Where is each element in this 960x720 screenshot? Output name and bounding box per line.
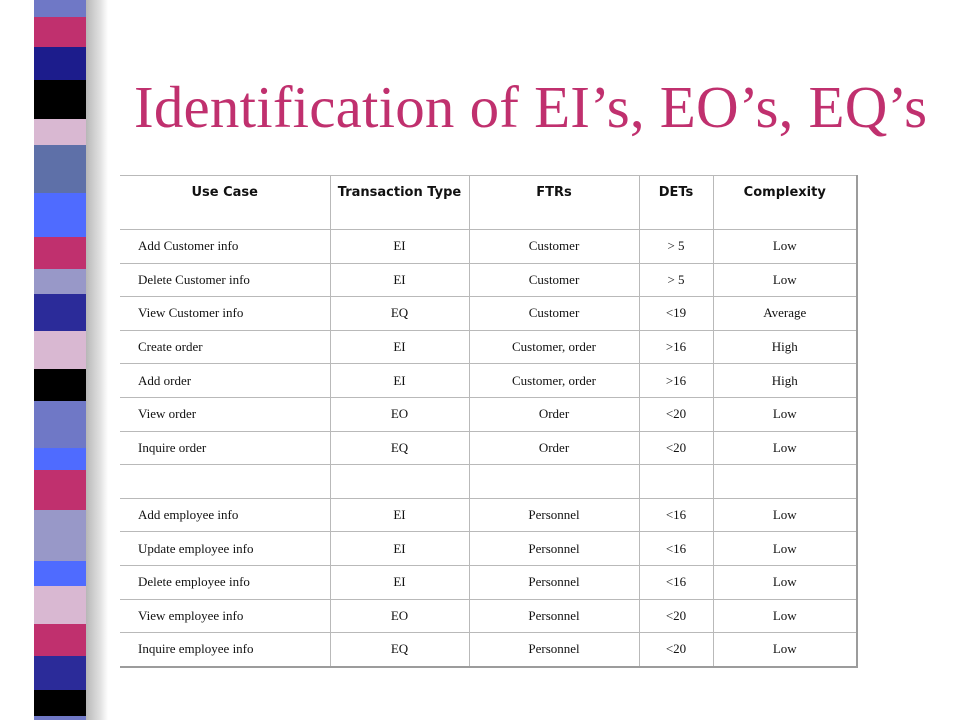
stripe-block xyxy=(34,294,86,331)
transaction-type-cell: EI xyxy=(330,498,469,532)
stripe-block xyxy=(34,193,86,237)
dets-cell: <20 xyxy=(639,633,713,667)
table-row xyxy=(120,330,857,364)
stripe-block xyxy=(34,237,86,269)
transaction-type-cell: EO xyxy=(330,599,469,633)
dets-cell xyxy=(639,465,713,499)
ftrs-cell xyxy=(469,465,639,499)
stripe-block xyxy=(34,331,86,369)
stripe-block xyxy=(34,561,86,586)
stripe-block xyxy=(34,0,86,17)
table-row xyxy=(120,599,857,633)
ftrs-cell: Customer, order xyxy=(469,330,639,364)
use-case-cell: View Customer info xyxy=(120,297,330,331)
slide-title: Identification of EI’s, EO’s, EQ’s xyxy=(134,74,928,140)
complexity-cell: Low xyxy=(713,263,857,297)
table-row xyxy=(120,297,857,331)
use-case-cell: Update employee info xyxy=(120,532,330,566)
dets-cell: <20 xyxy=(639,431,713,465)
dets-cell: <19 xyxy=(639,297,713,331)
stripe-block xyxy=(34,470,86,510)
ftrs-cell: Customer xyxy=(469,297,639,331)
table-row xyxy=(120,364,857,398)
transaction-type-cell: EI xyxy=(330,565,469,599)
stripe-block xyxy=(34,119,86,145)
transaction-type-cell: EI xyxy=(330,230,469,264)
use-case-cell: Add Customer info xyxy=(120,230,330,264)
complexity-cell: Low xyxy=(713,230,857,264)
table-row xyxy=(120,263,857,297)
transaction-type-cell: EO xyxy=(330,397,469,431)
ftrs-cell: Personnel xyxy=(469,599,639,633)
transaction-table xyxy=(120,175,858,668)
stripe-block xyxy=(34,624,86,656)
table-row xyxy=(120,532,857,566)
complexity-cell: Low xyxy=(713,633,857,667)
transaction-type-cell: EQ xyxy=(330,431,469,465)
ftrs-cell: Personnel xyxy=(469,532,639,566)
stripe-block xyxy=(34,510,86,561)
use-case-cell: Delete employee info xyxy=(120,565,330,599)
use-case-cell: View order xyxy=(120,397,330,431)
dets-cell: <20 xyxy=(639,397,713,431)
header-complexity: Complexity xyxy=(713,176,857,230)
complexity-cell: Average xyxy=(713,297,857,331)
ftrs-cell: Personnel xyxy=(469,498,639,532)
use-case-cell: Inquire order xyxy=(120,431,330,465)
ftrs-cell: Personnel xyxy=(469,633,639,667)
transaction-type-cell: EI xyxy=(330,364,469,398)
use-case-cell: Create order xyxy=(120,330,330,364)
stripe-block xyxy=(34,656,86,690)
dets-cell: >16 xyxy=(639,364,713,398)
ftrs-cell: Order xyxy=(469,431,639,465)
complexity-cell: Low xyxy=(713,565,857,599)
transaction-type-cell xyxy=(330,465,469,499)
table-header-row xyxy=(120,176,857,230)
stripe-block xyxy=(34,586,86,624)
table-row xyxy=(120,431,857,465)
ftrs-cell: Customer xyxy=(469,230,639,264)
header-dets: DETs xyxy=(639,176,713,230)
transaction-type-cell: EQ xyxy=(330,297,469,331)
header-ftrs: FTRs xyxy=(469,176,639,230)
transaction-type-cell: EQ xyxy=(330,633,469,667)
transaction-type-cell: EI xyxy=(330,330,469,364)
ftrs-cell: Personnel xyxy=(469,565,639,599)
dets-cell: <16 xyxy=(639,532,713,566)
stripe-block xyxy=(34,448,86,470)
dets-cell: <16 xyxy=(639,565,713,599)
transaction-type-cell: EI xyxy=(330,532,469,566)
header-transaction-type: Transaction Type xyxy=(330,176,469,230)
table-row xyxy=(120,633,857,667)
complexity-cell: Low xyxy=(713,397,857,431)
table-row xyxy=(120,465,857,499)
complexity-cell: Low xyxy=(713,532,857,566)
complexity-cell: High xyxy=(713,364,857,398)
stripe-block xyxy=(34,17,86,47)
ftrs-cell: Customer xyxy=(469,263,639,297)
complexity-cell xyxy=(713,465,857,499)
header-use-case: Use Case xyxy=(120,176,330,230)
stripe-block xyxy=(34,80,86,119)
dets-cell: >16 xyxy=(639,330,713,364)
complexity-cell: High xyxy=(713,330,857,364)
table-row xyxy=(120,230,857,264)
use-case-cell: Delete Customer info xyxy=(120,263,330,297)
decorative-stripe xyxy=(34,0,86,720)
use-case-cell xyxy=(120,465,330,499)
table-row xyxy=(120,498,857,532)
use-case-cell: View employee info xyxy=(120,599,330,633)
use-case-cell: Add order xyxy=(120,364,330,398)
table-body xyxy=(120,230,857,667)
stripe-block xyxy=(34,369,86,401)
transaction-type-cell: EI xyxy=(330,263,469,297)
complexity-cell: Low xyxy=(713,599,857,633)
stripe-block xyxy=(34,690,86,716)
table-row xyxy=(120,565,857,599)
stripe-block xyxy=(34,269,86,294)
use-case-cell: Add employee info xyxy=(120,498,330,532)
dets-cell: <16 xyxy=(639,498,713,532)
use-case-cell: Inquire employee info xyxy=(120,633,330,667)
ftrs-cell: Customer, order xyxy=(469,364,639,398)
stripe-block xyxy=(34,47,86,80)
complexity-cell: Low xyxy=(713,498,857,532)
stripe-block xyxy=(34,401,86,448)
table-row xyxy=(120,397,857,431)
dets-cell: > 5 xyxy=(639,230,713,264)
stripe-block xyxy=(34,716,86,720)
dets-cell: <20 xyxy=(639,599,713,633)
complexity-cell: Low xyxy=(713,431,857,465)
dets-cell: > 5 xyxy=(639,263,713,297)
ftrs-cell: Order xyxy=(469,397,639,431)
stripe-block xyxy=(34,145,86,193)
